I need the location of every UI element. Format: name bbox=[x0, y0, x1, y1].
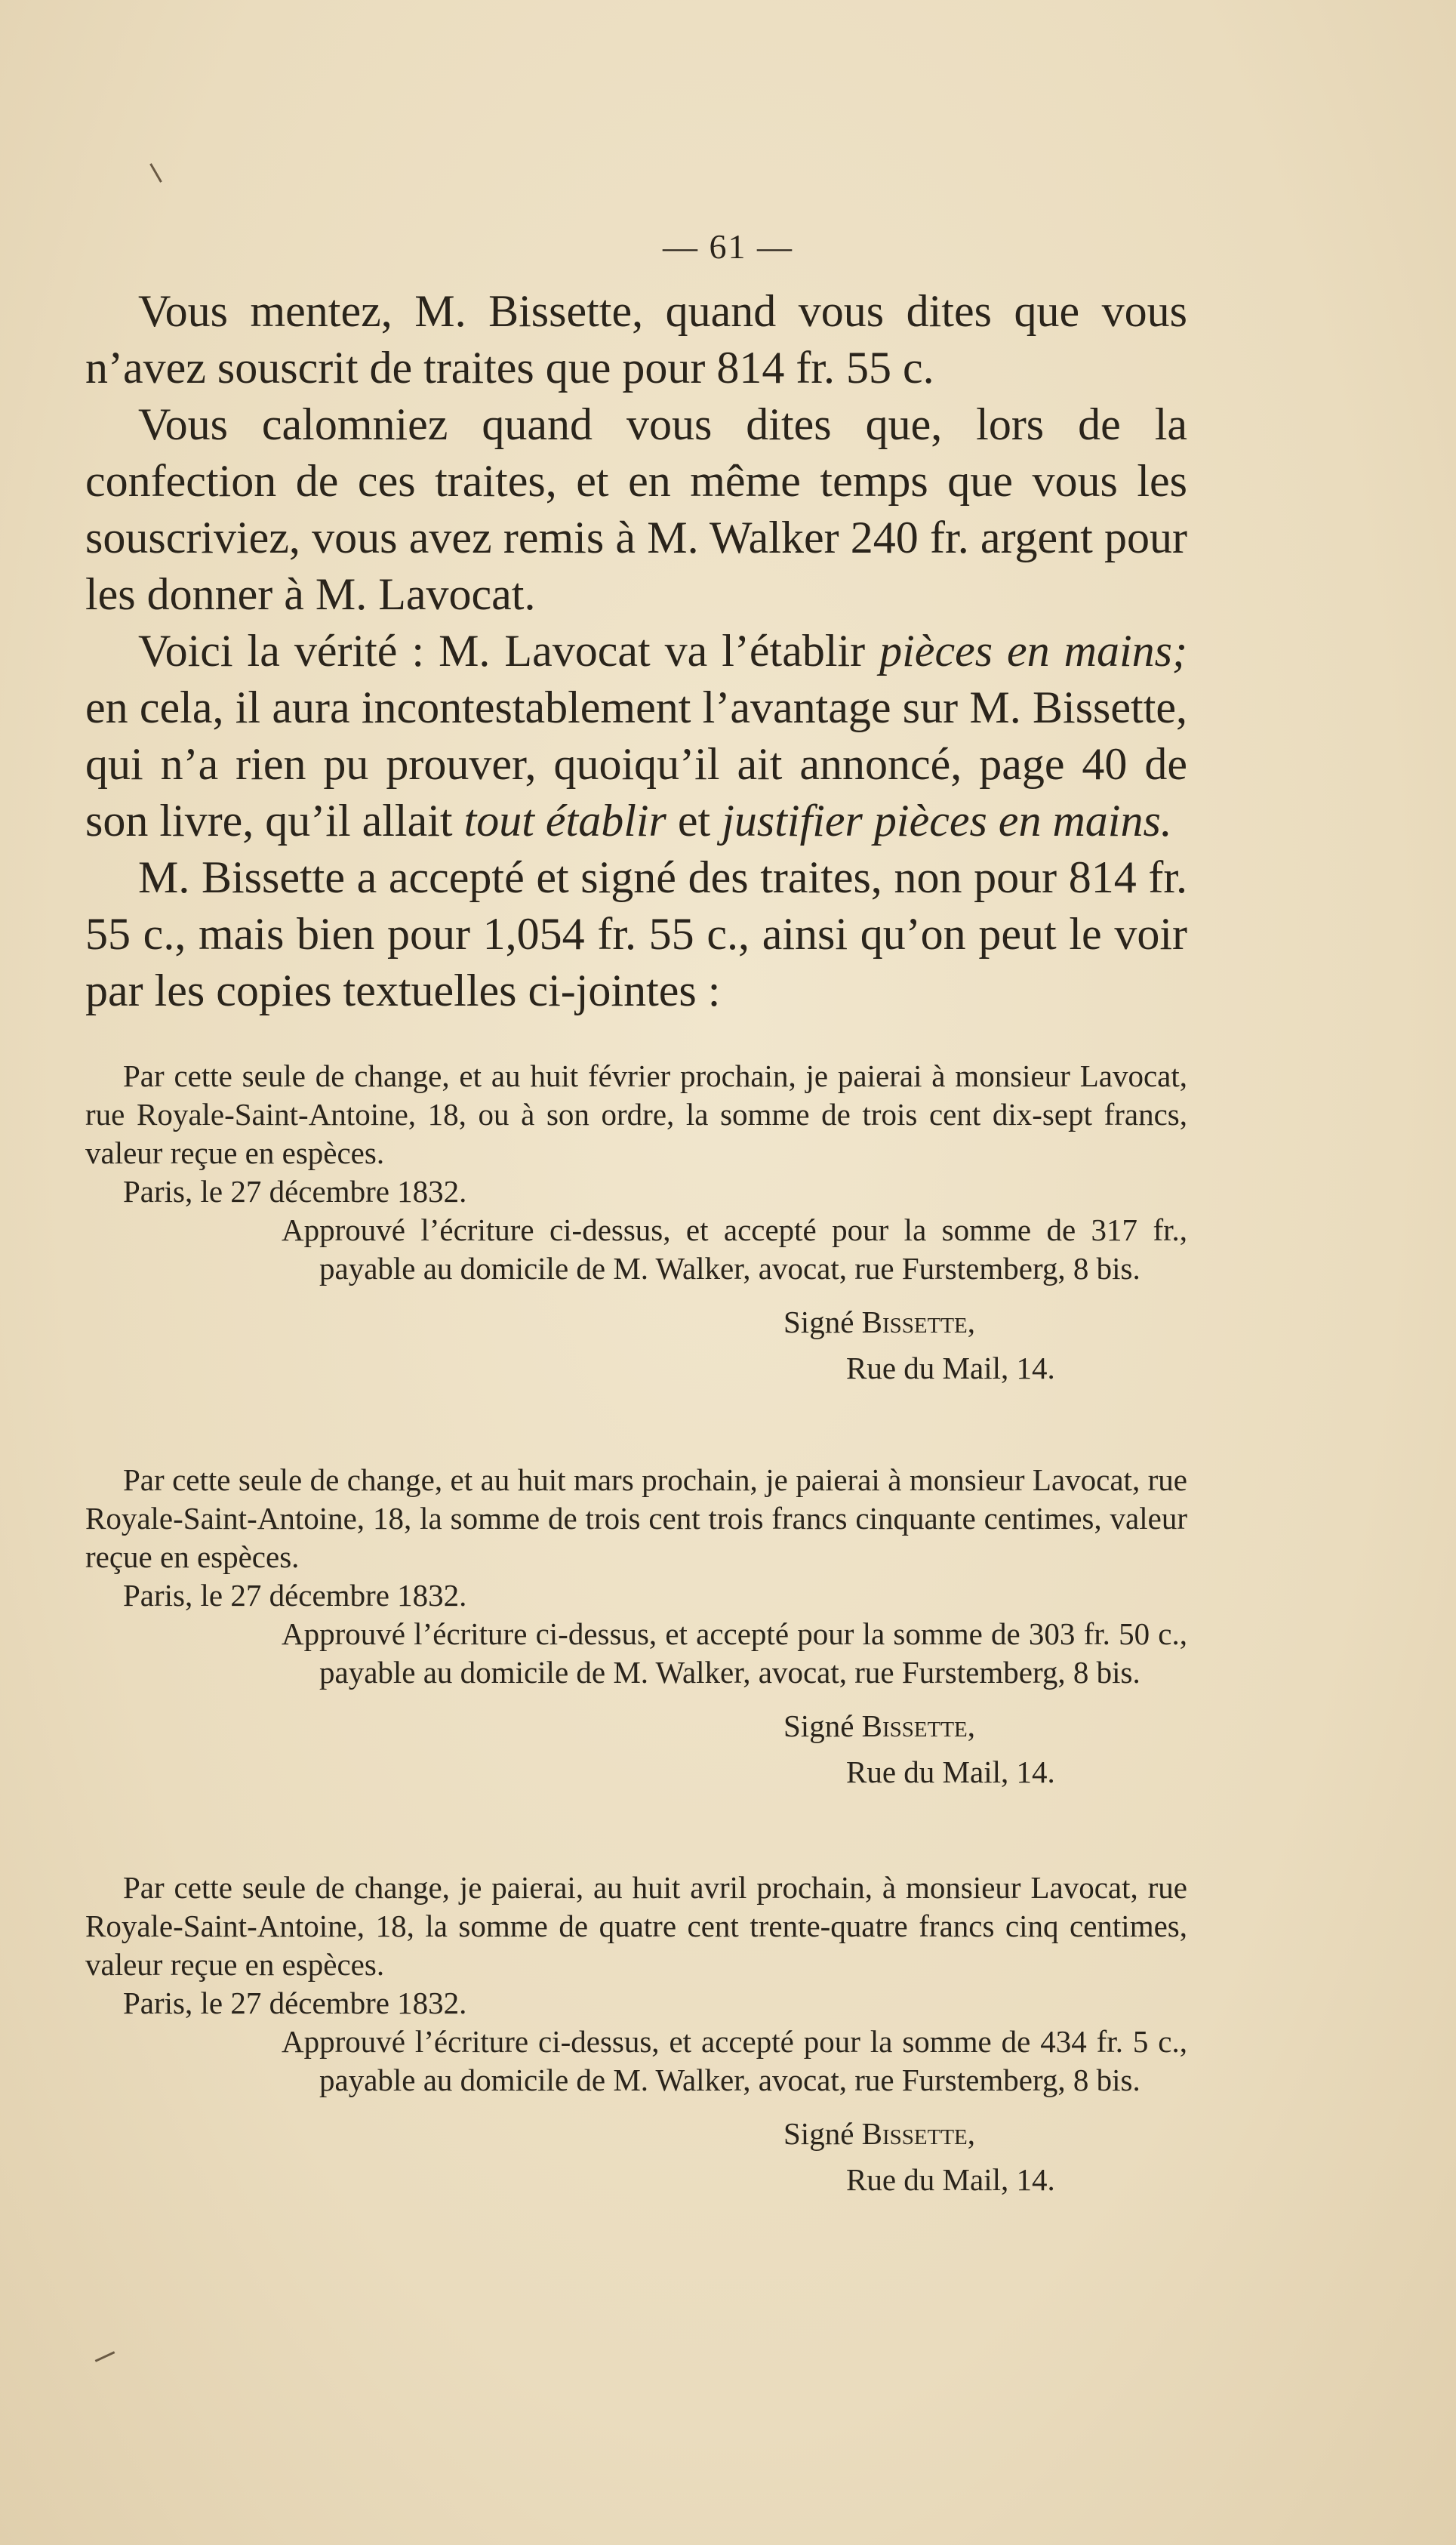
bill-address: Rue du Mail, 14. bbox=[846, 1755, 1055, 1789]
paragraph-4: M. Bissette a accepté et signé des traites, non pour 814 fr. 55 c., mais bien pour 1,054 fr. 55 c., ainsi qu’on peut le voir par les copies textuelles ci-jointes : bbox=[85, 852, 1187, 1015]
bill-text: Par cette seule de change, et au huit février prochain, je paierai à monsieur Lavocat, rue Royale-Saint-Antoine, 18, ou à son ordre, la somme de trois cent dix-sept francs, valeur reçue en espèces. bbox=[85, 1058, 1187, 1170]
stray-mark bbox=[149, 163, 162, 183]
bill-text: Par cette seule de change, je paierai, au huit avril prochain, à monsieur Lavocat, rue Royale-Saint-Antoine, 18, la somme de quatre cent trente-quatre francs cinq centimes, valeur reçue en espèces. bbox=[85, 1870, 1187, 1982]
page-number: — 61 — bbox=[663, 227, 793, 266]
bill-date: Paris, le 27 décembre 1832. bbox=[123, 1578, 467, 1613]
paragraph-3: Voici la vérité : M. Lavocat va l’établir pièces en mains; en cela, il aura incontestablement l’avantage sur M. Bissette, qui n’a rien pu prouver, quoiqu’il ait annoncé, page 40 de son livre, qu’il allait tout établir et justifier pièces en mains. bbox=[85, 626, 1187, 846]
bill-of-exchange-1 bbox=[85, 1057, 1187, 1388]
bill-text: Par cette seule de change, et au huit mars prochain, je paierai à monsieur Lavocat, rue Royale-Saint-Antoine, 18, la somme de trois cent trois francs cinquante centimes, valeur reçue en espèces. bbox=[85, 1462, 1187, 1574]
bill-address: Rue du Mail, 14. bbox=[846, 1351, 1055, 1385]
main-text bbox=[85, 283, 1187, 1019]
paragraph-2: Vous calomniez quand vous dites que, lors de la confection de ces traites, et en même temps que vous les souscriviez, vous avez remis à M. Walker 240 fr. argent pour les donner à M. Lavocat. bbox=[85, 399, 1187, 619]
bill-date: Paris, le 27 décembre 1832. bbox=[123, 1986, 467, 2020]
bill-of-exchange-3 bbox=[85, 1869, 1187, 2199]
bill-date: Paris, le 27 décembre 1832. bbox=[123, 1174, 467, 1209]
bill-signature: Signé Bissette, bbox=[783, 2116, 976, 2151]
bill-signature: Signé Bissette, bbox=[783, 1708, 976, 1743]
paragraph-1: Vous mentez, M. Bissette, quand vous dites que vous n’avez souscrit de traites que pour 814 fr. 55 c. bbox=[85, 286, 1187, 393]
stray-mark bbox=[95, 2351, 115, 2362]
bill-approval: Approuvé l’écriture ci-dessus, et accepté pour la somme de 303 fr. 50 c., payable au domicile de M. Walker, avocat, rue Furstemberg, 8 bis. bbox=[282, 1616, 1187, 1690]
bill-address: Rue du Mail, 14. bbox=[846, 2162, 1055, 2197]
bill-of-exchange-2 bbox=[85, 1461, 1187, 1792]
bill-approval: Approuvé l’écriture ci-dessus, et accepté pour la somme de 317 fr., payable au domicile de M. Walker, avocat, rue Furstemberg, 8 bis. bbox=[282, 1212, 1187, 1286]
bill-approval: Approuvé l’écriture ci-dessus, et accepté pour la somme de 434 fr. 5 c., payable au domicile de M. Walker, avocat, rue Furstemberg, 8 bis. bbox=[282, 2024, 1187, 2097]
bill-signature: Signé Bissette, bbox=[783, 1305, 976, 1339]
